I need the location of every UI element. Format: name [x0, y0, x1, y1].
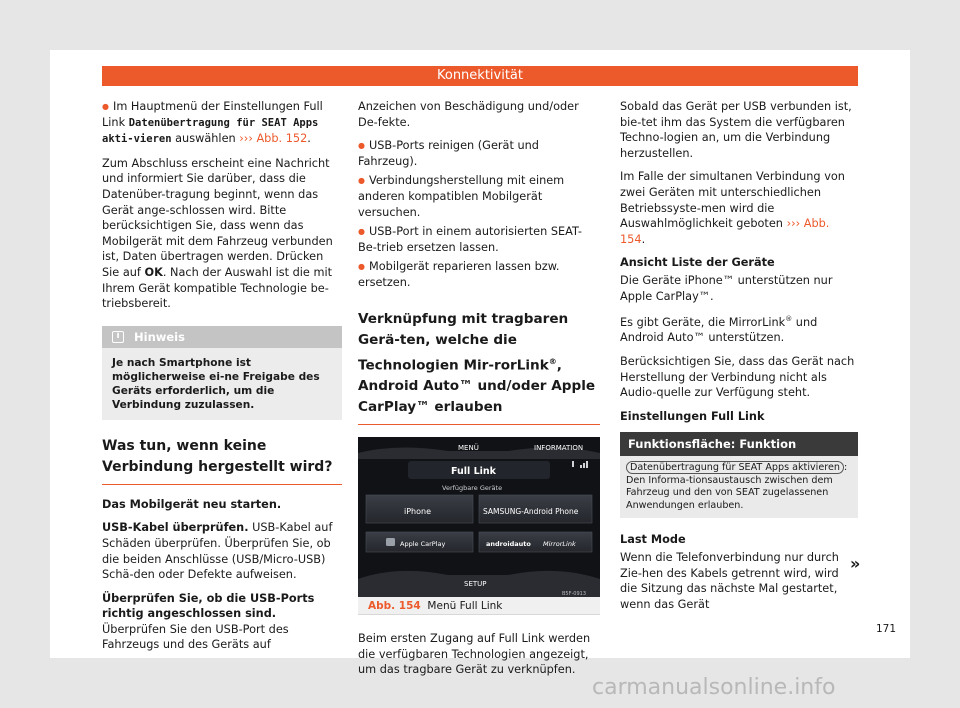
table-row: Datenübertragung für SEAT Apps aktivieren : Den Informa-tionsaustausch zwischen dem Fahrzeug und den von SEAT zugelassenen Anwendungen erlauben.: [620, 456, 858, 518]
section-heading: Verknüpfung mit tragbaren Gerä-ten, welche die Technologien Mir-rorLink®, Android Auto™ und/oder Apple CarPlay™ erlauben: [358, 309, 600, 426]
paragraph: Beim ersten Zugang auf Full Link werden die verfügbaren Technologien angezeigt, um das tragbare Gerät zu verknüpfen.: [358, 632, 591, 677]
step-bullet: ● Im Hauptmenü der Einstellungen Full Link Datenübertragung für SEAT Apps akti-vieren auswählen ››› Abb. 152.: [102, 99, 342, 148]
information-tab[interactable]: INFORMATION: [534, 444, 584, 453]
list-item: ● USB-Port in einem autorisierten SEAT-Be-trieb ersetzen lassen.: [358, 224, 600, 255]
hint-header: i Hinweis: [102, 326, 342, 348]
figure-code: B5F-0913: [562, 591, 587, 598]
list-item: ● USB-Ports reinigen (Gerät und Fahrzeug).: [358, 138, 600, 169]
android-auto-button[interactable]: androidauto: [486, 540, 531, 549]
column-2: [358, 99, 600, 686]
mirrorlink-button[interactable]: MirrorLink: [543, 540, 576, 549]
column-1: [102, 99, 342, 661]
screen-title: Full Link: [451, 466, 496, 478]
paragraph: Anzeichen von Beschädigung und/oder De-fekte.: [358, 100, 579, 129]
paragraph: Berücksichtigen Sie, dass das Gerät nach Herstellung der Verbindung nicht als Audio-quelle zur Verfügung steht.: [620, 355, 855, 400]
bullet-dot: [102, 100, 113, 113]
page-number: 171: [876, 623, 897, 635]
setup-tab[interactable]: SETUP: [464, 580, 487, 589]
paragraph: Sobald das Gerät per USB verbunden ist, bie-tet ihm das System die verfügbaren Techno-logien an, um die Verbindung herzustellen.: [620, 100, 852, 160]
bullet-dot: [358, 139, 369, 152]
column-3: [620, 99, 861, 620]
figure-link[interactable]: Abb. 152: [256, 132, 308, 146]
menu-tab[interactable]: MENÜ: [458, 444, 479, 453]
samsung-button[interactable]: SAMSUNG-Android Phone: [483, 507, 579, 517]
manual-page: [50, 50, 910, 677]
figure-link[interactable]: Abb. 154: [620, 217, 830, 246]
paragraph: Das Mobilgerät neu starten.: [102, 497, 282, 511]
watermark: carmanualsonline.info: [592, 675, 836, 700]
menu-path: Datenübertragung für SEAT Apps akti-vieren: [102, 116, 319, 146]
section-header: Konnektivität: [102, 66, 858, 86]
section-heading: Was tun, wenn keine Verbindung hergestellt wird?: [102, 436, 342, 485]
list-item: ● Verbindungsherstellung mit einem anderen kompatiblen Mobilgerät versuchen.: [358, 173, 600, 220]
full-link-screen: [358, 437, 600, 597]
hint-body: Je nach Smartphone ist möglicherweise ei-ne Freigabe des Geräts erforderlich, um die Verbindung zuzulassen.: [112, 356, 320, 411]
paragraph: Im Falle der simultanen Verbindung von zwei Geräten mit unterschiedlichen Betriebssyste-men wird die Auswahlmöglichkeit geboten ››› Abb. 154.: [620, 170, 845, 246]
paragraph: Wenn die Telefonverbindung nur durch Zie-hen des Kabels getrennt wird, wird die Sitzung das nächste Mal gestartet, wenn das Gerät: [620, 551, 839, 611]
bullet-dot: [358, 225, 369, 238]
continued-mark: »: [850, 554, 861, 573]
subheading: Last Mode: [620, 533, 686, 547]
list-item: ● Mobilgerät reparieren lassen bzw. ersetzen.: [358, 259, 600, 290]
bullet-dot: [358, 174, 369, 187]
paragraph: Es gibt Geräte, die MirrorLink® und Android Auto™ unterstützen.: [620, 315, 818, 345]
function-key: Datenübertragung für SEAT Apps aktivieren: [626, 461, 844, 474]
apple-carplay-button[interactable]: Apple CarPlay: [400, 540, 446, 549]
subheading: Ansicht Liste der Geräte: [620, 256, 775, 270]
table-header: Funktionsfläche: Funktion: [620, 432, 858, 456]
subheading: Einstellungen Full Link: [620, 409, 765, 423]
paragraph: Überprüfen Sie, ob die USB-Ports richtig angeschlossen sind. Überprüfen Sie den USB-Port des Fahrzeugs und des Geräts auf: [102, 591, 315, 652]
paragraph: Die Geräte iPhone™ unterstützen nur Apple CarPlay™.: [620, 273, 833, 303]
arrow-ref: ›››: [239, 132, 253, 146]
screen-subtitle: Verfügbare Geräte: [442, 484, 503, 493]
bullet-dot: [358, 260, 369, 273]
paragraph: USB-Kabel überprüfen. USB-Kabel auf Schäden überprüfen. Überprüfen Sie, ob die beiden Anschlüsse (USB/Micro-USB) Schä-den oder Defekte aufweisen.: [102, 521, 333, 582]
arrow-ref: ›››: [786, 217, 801, 231]
paragraph: Zum Abschluss erscheint eine Nachricht und informiert Sie darüber, dass die Datenüber-tragung beginnt, wenn das Gerät ange-schlossen wird. Bitte berücksichtigen Sie, dass wenn das Mobilgerät mit dem Fahrzeug verbunden ist, Daten übertragen werden. Drücken Sie auf OK. Nach der Auswahl ist die mit Ihrem Gerät kompatible Technologie be-triebsbereit.: [102, 156, 333, 311]
hint-box: [102, 326, 342, 420]
figure-caption: Abb. 154 Menü Full Link: [358, 597, 600, 615]
info-icon: i: [112, 331, 124, 343]
iphone-button[interactable]: iPhone: [404, 507, 432, 517]
